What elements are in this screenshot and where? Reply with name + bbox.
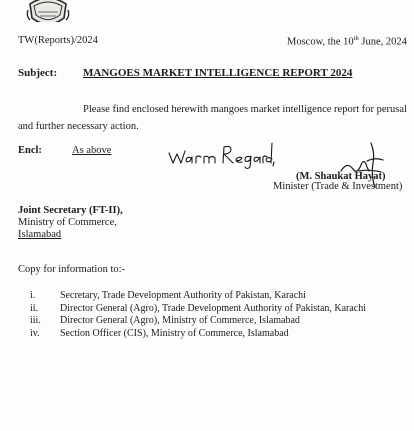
list-item-text: Director General (Agro), Ministry of Commerce, Islamabad (60, 315, 300, 326)
list-item-number: i. (30, 290, 36, 301)
reference-number: TW(Reports)/2024 (18, 35, 98, 46)
date-suffix: June, 2024 (358, 36, 407, 48)
addressee-line-2: Ministry of Commerce, (18, 217, 117, 228)
list-item-text: Secretary, Trade Development Authority of Pakistan, Karachi (60, 290, 306, 301)
addressee-line-3: Islamabad (18, 229, 62, 240)
government-emblem (24, 0, 72, 22)
copy-list (30, 290, 366, 340)
body-paragraph: Please find enclosed herewith mangoes market intelligence report for perusal and further necessary action. (18, 104, 407, 132)
addressee-line-1: Joint Secretary (FT-II), (18, 205, 123, 216)
list-item-text: Director General (Agro), Trade Development Authority of Pakistan, Karachi (60, 302, 367, 314)
list-item-number: ii. (30, 302, 39, 314)
signatory-name: (M. Shaukat Hayat) (296, 171, 386, 182)
list-item (30, 328, 366, 341)
copy-intro: Copy for information to:- (18, 264, 126, 275)
date-prefix: Moscow, the 10 (287, 36, 354, 48)
enclosure-label: Encl: (18, 145, 42, 156)
list-item-number: iii. (30, 315, 41, 326)
subject-text: MANGOES MARKET INTELLIGENCE REPORT 2024 (83, 67, 353, 79)
list-item (30, 290, 366, 303)
enclosure-value: As above (72, 145, 112, 156)
signatory-title: Minister (Trade & Investment) (273, 181, 403, 192)
date-ordinal: th (353, 35, 359, 42)
list-item (30, 315, 366, 328)
list-item-text: Section Officer (CIS), Ministry of Commerce, Islamabad (60, 327, 289, 339)
addressee-block (18, 205, 123, 241)
handwritten-regards (165, 139, 275, 171)
letter-date (287, 35, 407, 48)
list-item (30, 303, 366, 316)
list-item-number: iv. (30, 327, 40, 339)
subject-label: Subject: (18, 67, 58, 79)
